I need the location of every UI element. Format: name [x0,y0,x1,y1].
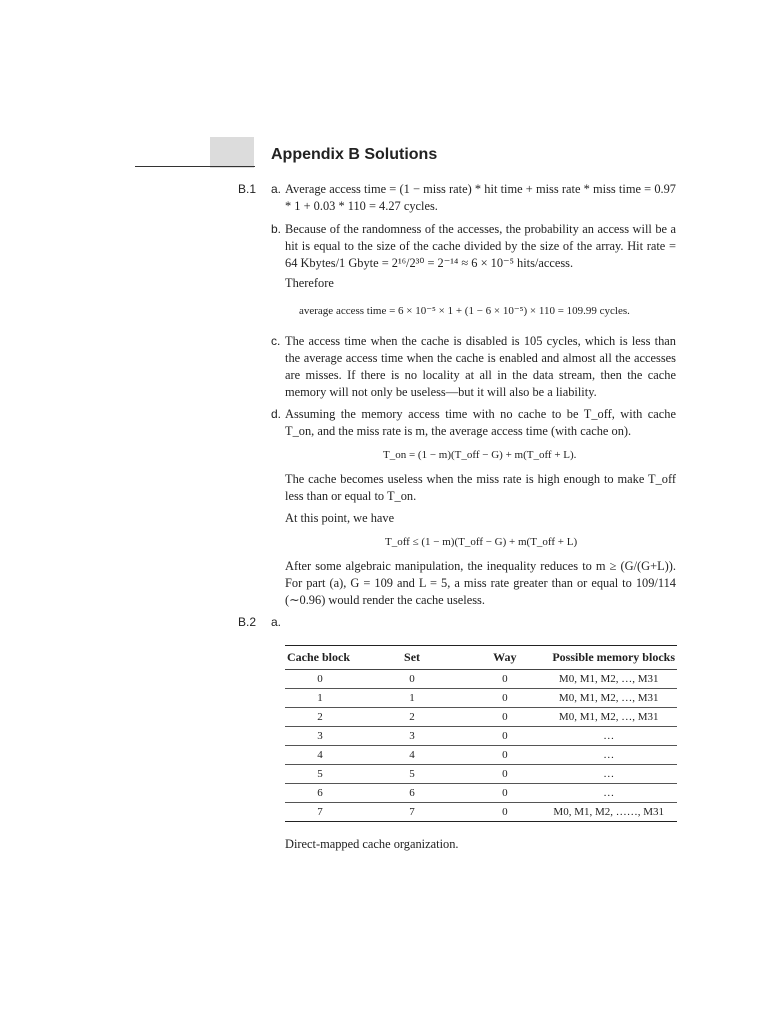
table-cell: 7 [285,803,355,822]
table-row [285,708,677,727]
table-cell: 0 [285,670,355,689]
table-cell: 0 [469,670,540,689]
table-row [285,689,677,708]
column-header-way: Way [469,646,540,670]
table-cell: 5 [285,765,355,784]
at-this-point-text: At this point, we have [285,511,395,525]
table-cell: 2 [355,708,469,727]
table-cell: 1 [355,689,469,708]
table-cell: 0 [469,803,540,822]
b1-b-text: Because of the randomness of the accesses, the probability an access will be a hit is equal to the size of the cache divided by the size of the array. Hit rate = 64 Kbytes/1 Gbyte = 2¹⁶/2³⁰ = 2⁻¹⁴ ≈ 6 × 10⁻⁵ hits/access. [285,222,676,270]
column-header-cache-block: Cache block [285,646,355,670]
equation-average-access-time: average access time = 6 × 10⁻⁵ × 1 + (1 − 6 × 10⁻⁵) × 110 = 109.99 cycles. [299,305,630,317]
b1-d-useless-text: The cache becomes useless when the miss rate is high enough to make T_off less than or equal to T_on. [285,472,676,503]
table-cell: 0 [469,727,540,746]
table-cell: 4 [285,746,355,765]
table-header-row [285,646,677,670]
table-cell: … [540,727,677,746]
table-cell: 7 [355,803,469,822]
table-row [285,784,677,803]
table-cell: … [540,765,677,784]
table-row [285,746,677,765]
problem-number-b1: B.1 [238,182,257,196]
column-header-set: Set [355,646,469,670]
b1-c-text: The access time when the cache is disabled is 105 cycles, which is less than the average access time when the cache is enabled and almost all the accesses are misses. If there is no locality at all in the data stream, then the cache memory will not only be useless—but it will also be a liability. [285,334,676,399]
table-cell: 0 [469,689,540,708]
table-cell: M0, M1, M2, ……, M31 [540,803,677,822]
table-cell: 2 [285,708,355,727]
header-decoration-box [210,137,254,168]
problem-number-b2: B.2 [238,615,257,629]
b1-d-text: Assuming the memory access time with no cache to be T_off, with cache T_on, and the miss rate is m, the average access time (with cache on). [285,407,676,438]
cache-table [285,645,677,822]
equation-inequality: T_off ≤ (1 − m)(T_off − G) + m(T_off + L) [385,536,578,548]
table-cell: 4 [355,746,469,765]
item-label-c: c. [271,334,281,348]
table-cell: 0 [469,765,540,784]
table-cell: 0 [469,708,540,727]
page-title: Appendix B Solutions [271,146,438,163]
table-caption: Direct-mapped cache organization. [285,837,459,851]
table-cell: 6 [285,784,355,803]
column-header-possible-memory-blocks: Possible memory blocks [540,646,677,670]
table-cell: … [540,746,677,765]
table-cell: M0, M1, M2, …, M31 [540,670,677,689]
header-rule [135,166,255,167]
table-cell: … [540,784,677,803]
table-row [285,803,677,822]
table-cell: 5 [355,765,469,784]
item-label-b2-a: a. [271,615,282,629]
therefore-text: Therefore [285,276,334,290]
table-row [285,727,677,746]
table-cell: M0, M1, M2, …, M31 [540,708,677,727]
table-cell: M0, M1, M2, …, M31 [540,689,677,708]
table-row [285,670,677,689]
table-cell: 6 [355,784,469,803]
table-cell: 0 [469,784,540,803]
table-cell: 1 [285,689,355,708]
item-label-b: b. [271,222,282,236]
item-label-a: a. [271,182,282,196]
table-cell: 3 [355,727,469,746]
table-cell: 0 [355,670,469,689]
table-cell: 0 [469,746,540,765]
item-label-d: d. [271,407,282,421]
b1-a-text: Average access time = (1 − miss rate) * hit time + miss rate * miss time = 0.97 * 1 + 0.03 * 110 = 4.27 cycles. [285,182,676,213]
b1-d-after-text: After some algebraic manipulation, the inequality reduces to m ≥ (G/(G+L)). For part (a), G = 109 and L = 5, a miss rate greater than or equal to 109/114 (∼0.96) would render the cache useless. [285,559,676,607]
table-cell: 3 [285,727,355,746]
equation-t-on: T_on = (1 − m)(T_off − G) + m(T_off + L). [383,449,577,461]
table-row [285,765,677,784]
